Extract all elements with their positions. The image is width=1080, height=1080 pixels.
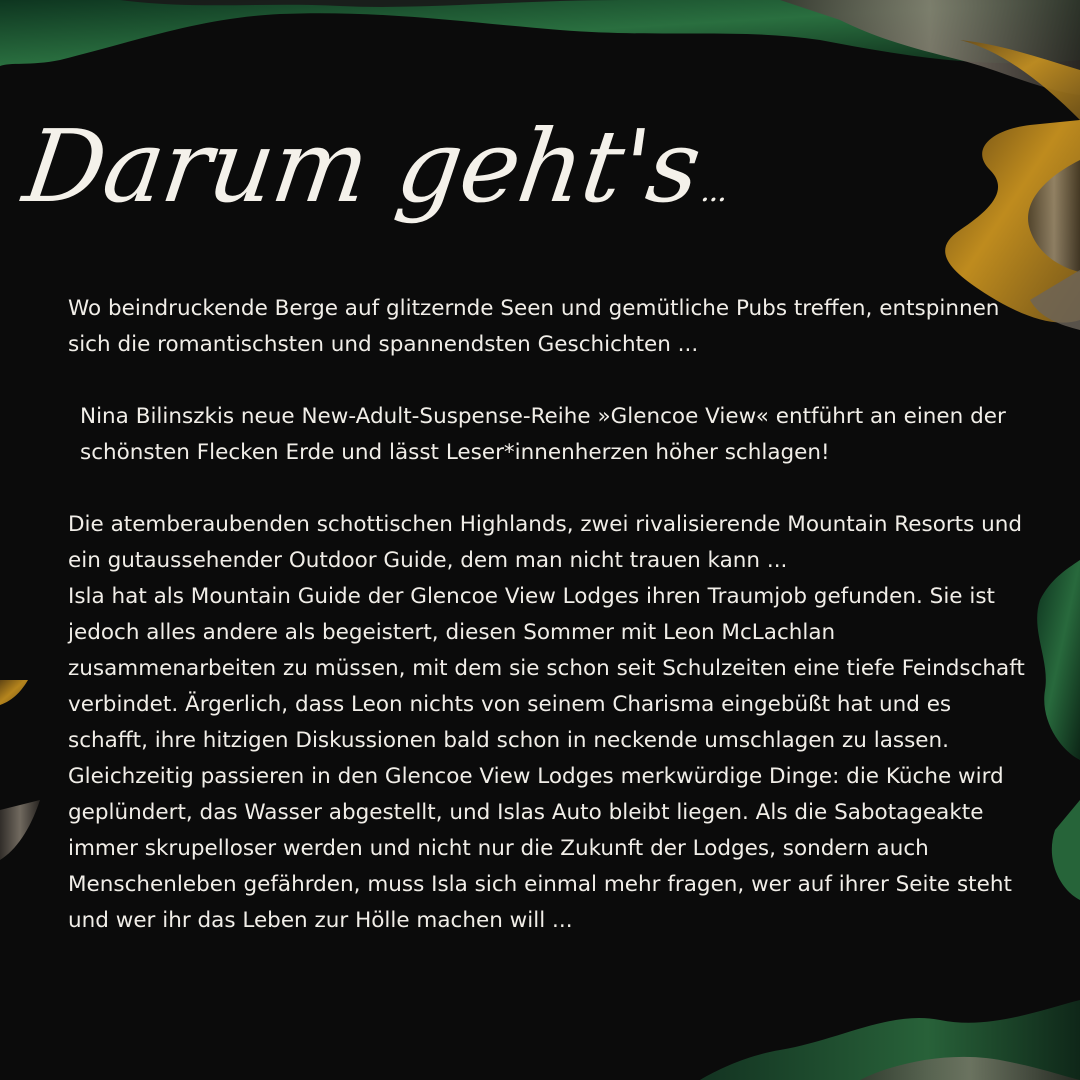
page-title <box>12 92 796 262</box>
description-text-block <box>68 291 1028 939</box>
paragraph-spacer <box>68 363 1028 399</box>
paragraph-teaser: Die atemberaubenden schottischen Highlands, zwei rivalisierende Mountain Resorts und ein gutaussehender Outdoor Guide, dem man nicht trauen kann ... <box>68 512 1023 573</box>
paragraph-series: Nina Bilinszkis neue New-Adult-Suspense-Reihe »Glencoe View« entführt an einen der schönsten Flecken Erde und lässt Leser*innenherzen höher schlagen! <box>80 404 1006 465</box>
paragraph-plot: Isla hat als Mountain Guide der Glencoe View Lodges ihren Traumjob gefunden. Sie ist jedoch alles andere als begeistert, diesen Sommer mit Leon McLachlan zusammenarbeiten zu müssen, mit dem sie schon seit Schulzeiten eine tiefe Feindschaft verbindet. Ärgerlich, dass Leon nichts von seinem Charisma eingebüßt hat und es schafft, ihre hitzigen Diskussionen bald schon in neckende umschlagen zu lassen. Gleichzeitig passieren in den Glencoe View Lodges merkwürdige Dinge: die Küche wird geplündert, das Wasser abgestellt, und Islas Auto bleibt liegen. Als die Sabotageakte immer skrupelloser werden und nicht nur die Zukunft der Lodges, sondern auch Menschenleben gefährden, muss Isla sich einmal mehr fragen, wer auf ihrer Seite steht und wer ihr das Leben zur Hölle machen will ... <box>68 584 1025 933</box>
title-text: Darum geht's <box>17 108 707 225</box>
title-ellipsis: ... <box>698 174 730 209</box>
paragraph-spacer <box>68 471 1028 507</box>
paragraph-intro: Wo beindruckende Berge auf glitzernde Seen und gemütliche Pubs treffen, entspinnen sich die romantischsten und spannendsten Geschichten ... <box>68 296 1000 357</box>
